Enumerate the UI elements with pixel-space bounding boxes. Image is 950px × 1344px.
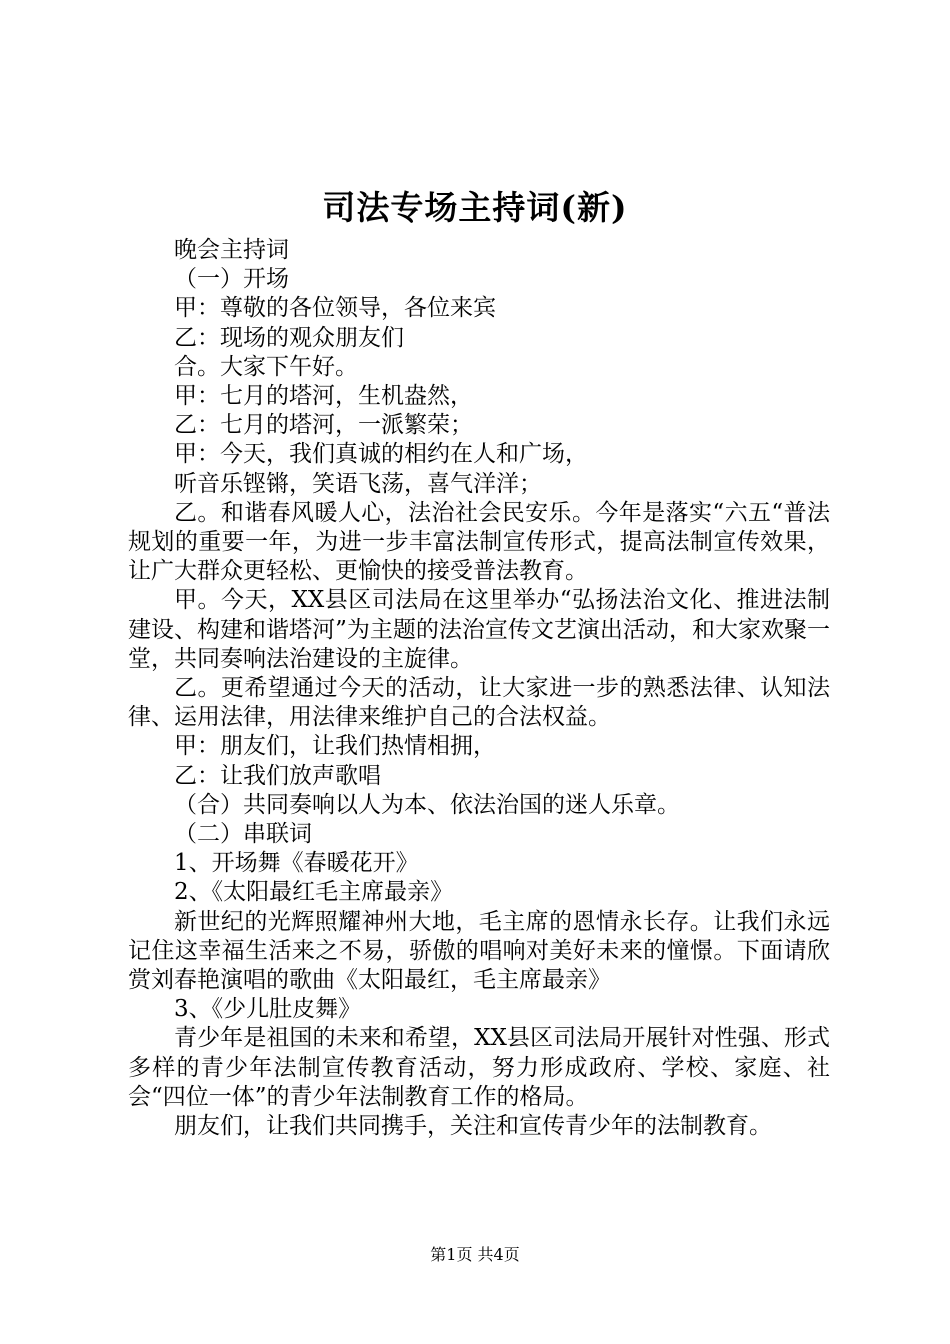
- paragraph: 乙：七月的塔河，一派繁荣；: [174, 412, 473, 439]
- page-footer: 第1页 共4页: [430, 1245, 520, 1264]
- paragraph: 甲。今天，XX县区司法局在这里举办“弘扬法治文化、推进法制建设、构建和谐塔河”为主题的法治宣传文艺演出活动，和大家欢聚一堂，共同奏响法治建设的主旋律。: [128, 587, 830, 672]
- paragraph: 朋友们，让我们共同携手，关注和宣传青少年的法制教育。: [174, 1113, 772, 1140]
- paragraph: 甲：七月的塔河，生机盎然，: [174, 383, 473, 410]
- document-body: [128, 236, 830, 1141]
- paragraph: 甲：朋友们，让我们热情相拥，: [174, 733, 496, 760]
- paragraph: 甲：今天，我们真诚的相约在人和广场，: [174, 441, 588, 468]
- document-title: 司法专场主持词(新): [322, 188, 628, 227]
- paragraph: （合）共同奏响以人为本、依法治国的迷人乐章。: [174, 791, 680, 818]
- paragraph: （二）串联词: [174, 821, 312, 848]
- paragraph: 甲：尊敬的各位领导，各位来宾: [174, 295, 496, 322]
- paragraph: 听音乐铿锵，笑语飞荡，喜气洋洋；: [174, 470, 542, 497]
- paragraph: 乙。和谐春风暖人心，法治社会民安乐。今年是落实“六五“普法规划的重要一年，为进一步丰富法制宣传形式，提高法制宣传效果，让广大群众更轻松、更愉快的接受普法教育。: [128, 499, 830, 585]
- paragraph: 青少年是祖国的未来和希望，XX县区司法局开展针对性强、形式多样的青少年法制宣传教育活动，努力形成政府、学校、家庭、社会“四位一体”的青少年法制教育工作的格局。: [128, 1025, 830, 1110]
- paragraph: 1、开场舞《春暖花开》: [174, 850, 419, 877]
- paragraph: 乙：现场的观众朋友们: [174, 324, 404, 351]
- paragraph: 新世纪的光辉照耀神州大地，毛主席的恩情永长存。让我们永远记住这幸福生活来之不易，骄傲的唱响对美好未来的憧憬。下面请欣赏刘春艳演唱的歌曲《太阳最红，毛主席最亲》: [128, 908, 830, 994]
- paragraph: （一）开场: [174, 266, 289, 293]
- paragraph: 2、《太阳最红毛主席最亲》: [174, 879, 454, 906]
- paragraph: 乙。更希望通过今天的活动，让大家进一步的熟悉法律、认知法律、运用法律，用法律来维护自己的合法权益。: [128, 675, 830, 731]
- paragraph: 晚会主持词: [174, 237, 289, 263]
- paragraph: 3、《少儿肚皮舞》: [174, 996, 362, 1023]
- paragraph: 合。大家下午好。: [174, 353, 358, 380]
- paragraph: 乙：让我们放声歌唱: [174, 762, 381, 789]
